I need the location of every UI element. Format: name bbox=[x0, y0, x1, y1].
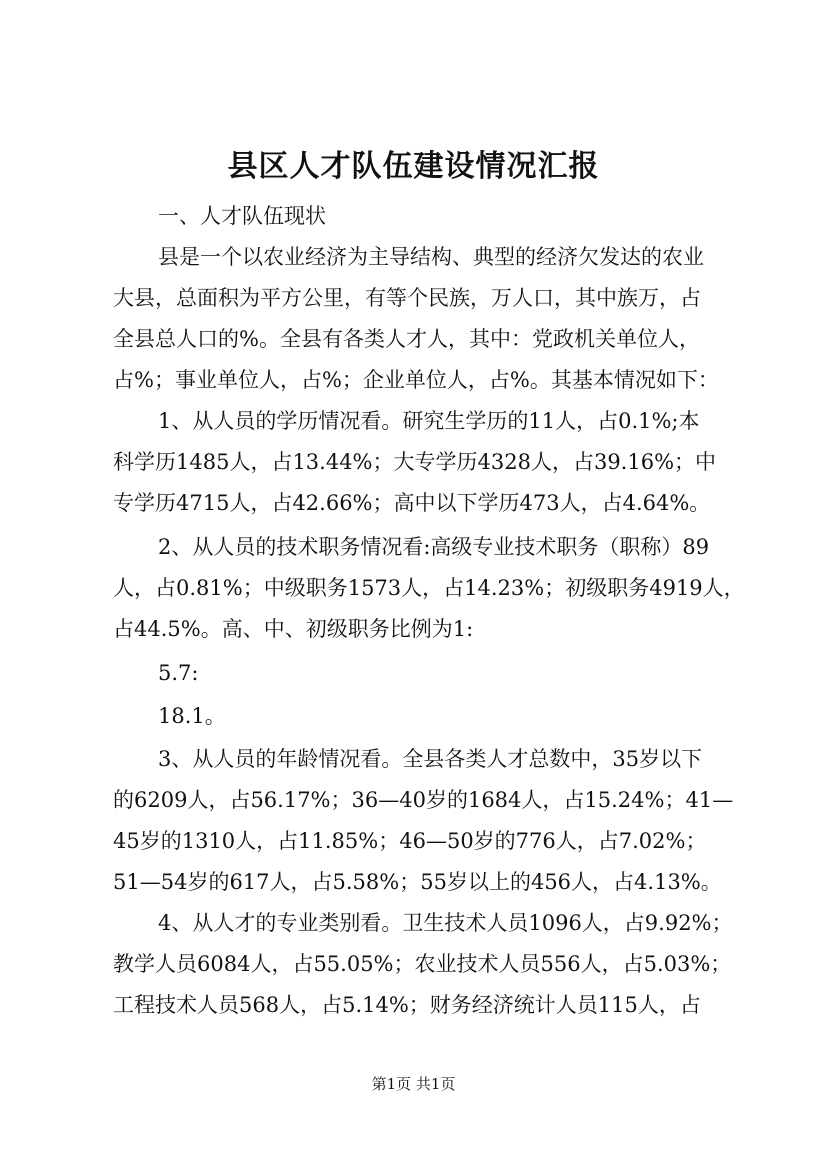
paragraph-line: 专学历4715人，占42.66%；高中以下学历473人，占4.64%。 bbox=[113, 491, 711, 515]
paragraph-line: 科学历1485人，占13.44%；大专学历4328人，占39.16%；中 bbox=[113, 450, 717, 474]
paragraph-line: 大县，总面积为平方公里，有等个民族，万人口，其中族万，占 bbox=[113, 286, 701, 310]
paragraph-line: 1、从人员的学历情况看。研究生学历的11人，占0.1%;本 bbox=[158, 409, 700, 433]
paragraph-line: 全县总人口的%。全县有各类人才人，其中：党政机关单位人， bbox=[113, 327, 700, 351]
page-number: 第1页 共1页 bbox=[371, 1075, 456, 1093]
paragraph-line: 45岁的1310人，占11.85%；46—50岁的776人，占7.02%； bbox=[113, 829, 707, 853]
paragraph-line: 工程技术人员568人，占5.14%；财务经济统计人员115人，占 bbox=[113, 993, 701, 1017]
paragraph-line: 教学人员6084人，占55.05%；农业技术人员556人，占5.03%； bbox=[113, 952, 732, 976]
paragraph-line: 人，占0.81%；中级职务1573人，占14.23%；初级职务4919人， bbox=[113, 576, 745, 600]
paragraph-line: 3、从人员的年龄情况看。全县各类人才总数中，35岁以下 bbox=[158, 747, 703, 771]
paragraph-line: 占%；事业单位人，占%；企业单位人，占%。其基本情况如下： bbox=[113, 368, 719, 392]
section-heading: 一、人才队伍现状 bbox=[158, 204, 326, 228]
paragraph-line: 4、从人才的专业类别看。卫生技术人员1096人，占9.92%； bbox=[158, 911, 733, 935]
paragraph-line: 县是一个以农业经济为主导结构、典型的经济欠发达的农业 bbox=[158, 245, 704, 269]
paragraph-line: 18.1。 bbox=[158, 704, 226, 728]
paragraph-line: 的6209人，占56.17%；36—40岁的1684人，占15.24%；41— bbox=[113, 788, 734, 812]
paragraph-line: 5.7: bbox=[158, 661, 199, 685]
paragraph-line: 2、从人员的技术职务情况看:高级专业技术职务（职称）89 bbox=[158, 535, 710, 559]
paragraph-line: 51—54岁的617人，占5.58%；55岁以上的456人，占4.13%。 bbox=[113, 870, 722, 894]
paragraph-line: 占44.5%。高、中、初级职务比例为1: bbox=[113, 617, 474, 641]
document-title: 县区人才队伍建设情况汇报 bbox=[227, 149, 600, 184]
